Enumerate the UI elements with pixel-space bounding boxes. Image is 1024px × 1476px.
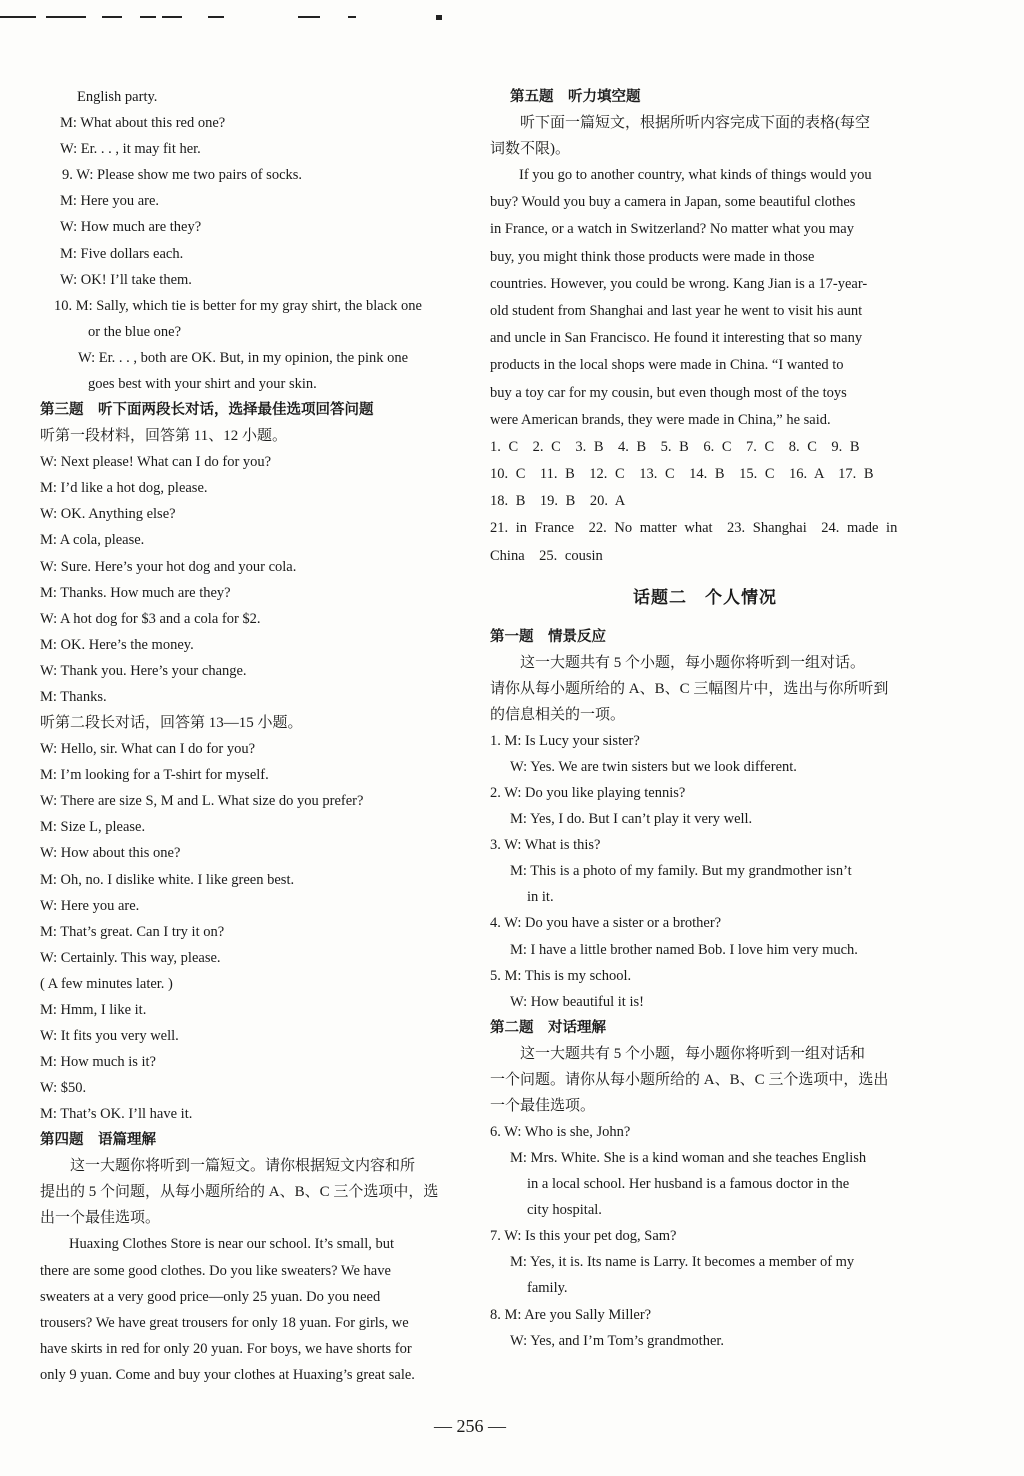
text-line: W: Er. . . , both are OK. But, in my opinion, the pink one xyxy=(78,349,409,366)
text-line: W: A hot dog for $3 and a cola for $2. xyxy=(40,610,261,627)
text-line: W: Next please! What can I do for you? xyxy=(40,454,272,471)
text-line: 一个问题。请你从每小题所给的 A、B、C 三个选项中，选出 xyxy=(490,1071,889,1088)
text-line: 10. C 11. B 12. C 13. C 14. B 15. C 16. A 17. B xyxy=(490,466,874,483)
text-line: M: Yes, I do. But I can’t play it very well. xyxy=(510,811,753,828)
section-1-instructions xyxy=(490,650,920,728)
section-2-instructions xyxy=(490,1041,920,1119)
text-line: W: Here you are. xyxy=(40,897,140,914)
text-line: only 9 yuan. Come and buy your clothes at Huaxing’s great sale. xyxy=(40,1366,415,1383)
text-line: China 25. cousin xyxy=(490,547,603,564)
text-line: in it. xyxy=(527,889,554,906)
text-line: 2. W: Do you like playing tennis? xyxy=(490,785,686,801)
text-line: W: How much are they? xyxy=(60,219,202,236)
text-line: 的信息相关的一项。 xyxy=(490,706,626,723)
text-line: goes best with your shirt and your skin. xyxy=(88,376,317,393)
text-line: 第三题 听下面两段长对话，选择最佳选项回答问题 xyxy=(40,402,374,419)
text-line: buy? Would you buy a camera in Japan, some beautiful clothes xyxy=(490,194,856,211)
text-line: W: Er. . . , it may fit her. xyxy=(60,141,201,158)
text-line: M: That’s OK. I’ll have it. xyxy=(40,1106,193,1123)
text-line: 21. in France 22. No matter what 23. Shanghai 24. made in xyxy=(490,520,898,537)
text-line: M: That’s great. Can I try it on? xyxy=(40,923,225,940)
text-line: W: Certainly. This way, please. xyxy=(40,949,221,966)
text-line: 1. M: Is Lucy your sister? xyxy=(490,732,640,749)
text-line: M: Yes, it is. Its name is Larry. It becomes a member of my xyxy=(510,1254,855,1271)
text-line: M: Mrs. White. She is a kind woman and she teaches English xyxy=(510,1149,867,1166)
text-line: 请你从每小题所给的 A、B、C 三幅图片中，选出与你所听到 xyxy=(490,680,889,697)
text-line: 7. W: Is this your pet dog, Sam? xyxy=(490,1228,677,1245)
text-line: ( A few minutes later. ) xyxy=(40,975,173,992)
text-line: 听第一段材料，回答第 11、12 小题。 xyxy=(40,428,287,445)
left-column xyxy=(40,84,480,1388)
text-line: W: There are size S, M and L. What size do you prefer? xyxy=(40,793,364,810)
text-line: W: OK! I’ll take them. xyxy=(60,271,192,288)
answer-key xyxy=(490,434,920,570)
text-line: 第四题 语篇理解 xyxy=(40,1132,156,1149)
right-column xyxy=(490,84,920,1354)
text-line: buy a toy car for my cousin, but even though most of the toys xyxy=(490,384,847,401)
text-line: If you go to another country, what kinds of things would you xyxy=(490,167,872,183)
text-line: English party. xyxy=(77,89,158,105)
text-line: M: I’d like a hot dog, please. xyxy=(40,480,208,497)
text-line: W: Thank you. Here’s your change. xyxy=(40,662,247,679)
text-line: M: I have a little brother named Bob. I love him very much. xyxy=(510,941,858,958)
text-line: in France, or a watch in Switzerland? No matter what you may xyxy=(490,221,854,238)
text-line: M: Hmm, I like it. xyxy=(40,1002,147,1018)
text-line: Huaxing Clothes Store is near our school. It’s small, but xyxy=(40,1236,395,1253)
text-line: were American brands, they were made in China,” he said. xyxy=(490,411,831,428)
text-line: city hospital. xyxy=(527,1202,602,1219)
text-line: old student from Shanghai and last year he went to visit his aunt xyxy=(490,302,863,319)
text-line: in a local school. Her husband is a famous doctor in the xyxy=(527,1176,850,1193)
text-line: M: Five dollars each. xyxy=(60,245,184,262)
text-line: 10. M: Sally, which tie is better for my gray shirt, the black one xyxy=(54,297,422,314)
text-line: 出一个最佳选项。 xyxy=(40,1210,161,1227)
text-line: M: I’m looking for a T-shirt for myself. xyxy=(40,767,269,784)
text-line: M: OK. Here’s the money. xyxy=(40,636,194,653)
text-line: W: Yes, and I’m Tom’s grandmother. xyxy=(510,1332,725,1349)
text-line: sweaters at a very good price—only 25 yuan. Do you need xyxy=(40,1288,381,1305)
text-line: have skirts in red for only 20 yuan. For boys, we have shorts for xyxy=(40,1340,412,1357)
text-line: W: Yes. We are twin sisters but we look different. xyxy=(510,758,797,775)
section-heading-2: 第二题 对话理解 xyxy=(490,1019,606,1036)
page-number: — 256 — xyxy=(434,1416,506,1436)
text-line: W: $50. xyxy=(40,1080,87,1097)
text-line: 听第二段长对话，回答第 13—15 小题。 xyxy=(40,715,303,732)
text-line: M: How much is it? xyxy=(40,1054,156,1071)
text-line: W: Sure. Here’s your hot dog and your cola. xyxy=(40,558,297,575)
text-line: 18. B 19. B 20. A xyxy=(490,493,626,510)
text-line: 提出的 5 个问题，从每小题所给的 A、B、C 三个选项中，选 xyxy=(40,1184,439,1201)
section-heading-5: 第五题 听力填空题 xyxy=(510,89,641,105)
text-line: 9. W: Please show me two pairs of socks. xyxy=(62,167,303,184)
text-line: 一个最佳选项。 xyxy=(490,1097,596,1114)
text-line: 3. W: What is this? xyxy=(490,837,601,854)
text-line: M: Thanks. xyxy=(40,688,107,705)
text-line: M: What about this red one? xyxy=(60,115,226,132)
text-line: W: It fits you very well. xyxy=(40,1028,179,1045)
section-1-dialogues xyxy=(490,728,920,1015)
text-line: 这一大题你将听到一篇短文。请你根据短文内容和所 xyxy=(40,1158,416,1175)
scan-edge-marks xyxy=(0,0,1024,30)
text-line: 1. C 2. C 3. B 4. B 5. B 6. C 7. C 8. C 9. B xyxy=(490,438,860,455)
text-line: 5. M: This is my school. xyxy=(490,967,632,984)
text-line: countries. However, you could be wrong. Kang Jian is a 17-year- xyxy=(490,275,868,292)
text-line: W: How about this one? xyxy=(40,845,181,862)
text-line: W: OK. Anything else? xyxy=(40,506,176,523)
text-line: M: Here you are. xyxy=(60,193,160,210)
text-line: M: Size L, please. xyxy=(40,819,146,836)
text-line: there are some good clothes. Do you like sweaters? We have xyxy=(40,1262,391,1279)
topic-title: 话题二 个人情况 xyxy=(633,587,777,608)
section-5-instructions xyxy=(490,110,920,162)
text-line: W: How beautiful it is! xyxy=(510,993,644,1010)
text-line: 6. W: Who is she, John? xyxy=(490,1123,631,1140)
text-line: 4. W: Do you have a sister or a brother? xyxy=(490,915,722,932)
section-heading-1: 第一题 情景反应 xyxy=(490,628,606,645)
text-line: buy, you might think those products were made in those xyxy=(490,248,815,265)
text-line: M: A cola, please. xyxy=(40,532,145,549)
text-line: 这一大题共有 5 个小题，每小题你将听到一组对话。 xyxy=(490,654,866,671)
text-line: products in the local shops were made in China. “I wanted to xyxy=(490,357,844,374)
listening-passage xyxy=(490,162,920,434)
section-2-dialogues xyxy=(490,1119,920,1354)
text-line: M: This is a photo of my family. But my grandmother isn’t xyxy=(510,863,852,880)
text-line: M: Oh, no. I dislike white. I like green best. xyxy=(40,871,295,888)
text-line: 听下面一篇短文，根据所听内容完成下面的表格(每空 xyxy=(490,115,870,131)
text-line: W: Hello, sir. What can I do for you? xyxy=(40,741,256,758)
text-line: trousers? We have great trousers for only 18 yuan. For girls, we xyxy=(40,1314,409,1331)
text-line: 8. M: Are you Sally Miller? xyxy=(490,1306,652,1323)
text-line: or the blue one? xyxy=(88,323,182,340)
text-line: M: Thanks. How much are they? xyxy=(40,584,231,601)
text-line: 词数不限)。 xyxy=(490,141,570,157)
text-line: family. xyxy=(527,1280,568,1297)
text-line: and uncle in San Francisco. He found it interesting that so many xyxy=(490,330,863,347)
text-line: 这一大题共有 5 个小题，每小题你将听到一组对话和 xyxy=(490,1045,866,1062)
